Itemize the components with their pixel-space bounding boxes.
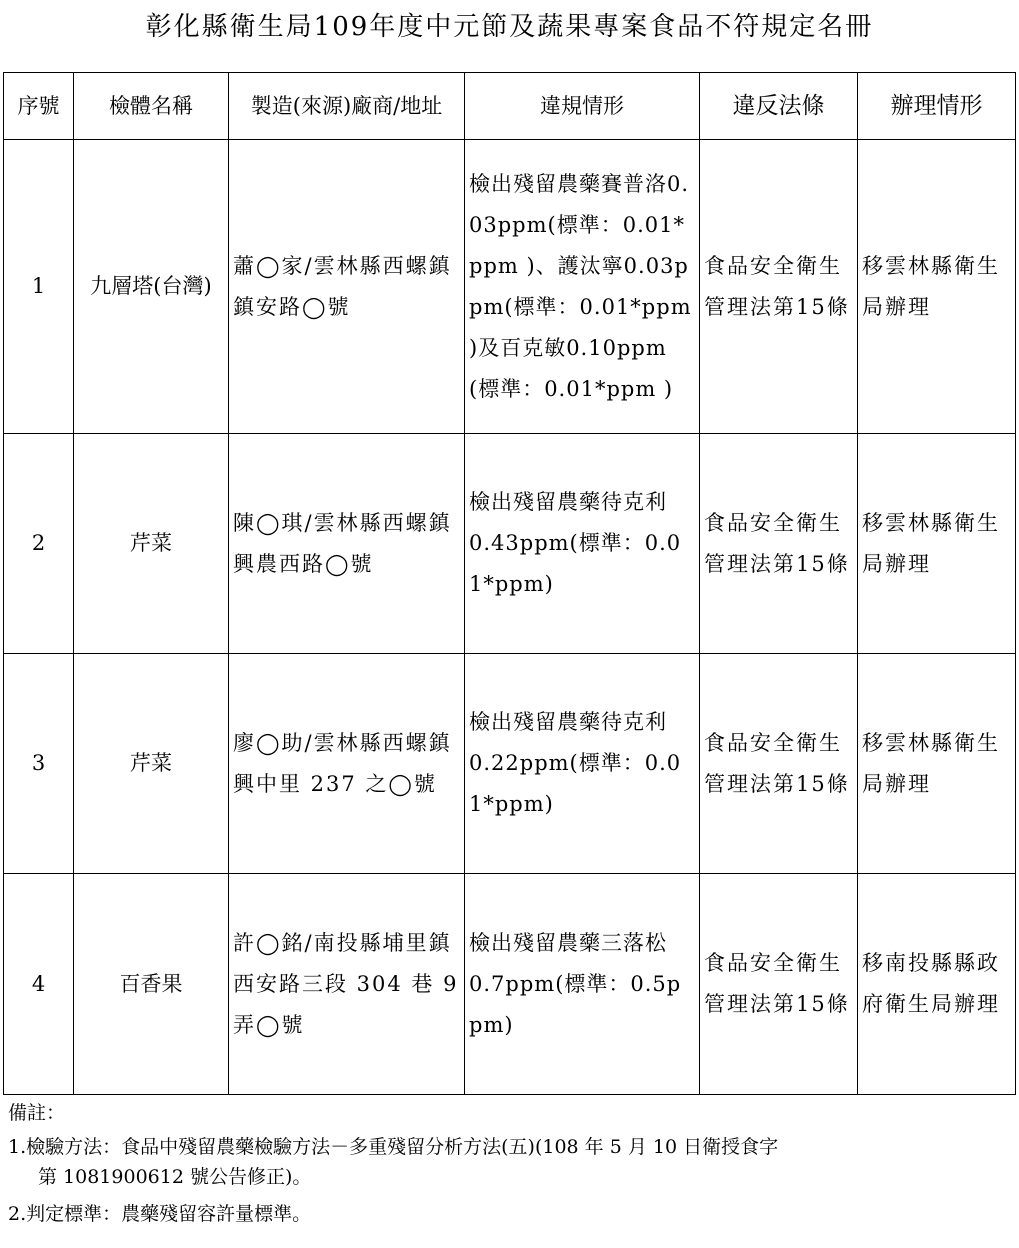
header-violation: 違規情形 (465, 73, 700, 140)
violation-table (3, 72, 1016, 1095)
violation-cell: 檢出殘留農藥三落松 0.7ppm(標準：0.5ppm) (465, 874, 700, 1095)
header-seq: 序號 (4, 73, 74, 140)
table-row (4, 434, 1016, 654)
note-method: 1.檢驗方法：食品中殘留農藥檢驗方法－多重殘留分析方法(五)(108 年 5 月 10 日衛授食字 (8, 1136, 779, 1158)
page-title: 彰化縣衛生局109年度中元節及蔬果專案食品不符規定名冊 (145, 12, 874, 42)
sample-cell: 九層塔(台灣) (74, 140, 229, 434)
header-row (4, 73, 1016, 140)
law-cell: 食品安全衛生管理法第15條 (700, 434, 858, 654)
handling-cell: 移南投縣縣政府衛生局辦理 (858, 874, 1016, 1095)
law-cell: 食品安全衛生管理法第15條 (700, 874, 858, 1095)
seq-cell: 2 (4, 434, 74, 654)
sample-cell: 芹菜 (74, 434, 229, 654)
handling-cell: 移雲林縣衛生局辦理 (858, 654, 1016, 874)
table-row (4, 654, 1016, 874)
table-row (4, 874, 1016, 1095)
header-maker: 製造(來源)廠商/地址 (229, 73, 465, 140)
notes-label: 備註： (8, 1102, 66, 1124)
seq-cell: 3 (4, 654, 74, 874)
seq-cell: 4 (4, 874, 74, 1095)
sample-cell: 百香果 (74, 874, 229, 1095)
maker-cell: 蕭◯家/雲林縣西螺鎮鎮安路◯號 (229, 140, 465, 434)
sample-cell: 芹菜 (74, 654, 229, 874)
header-handling: 辦理情形 (858, 73, 1016, 140)
violation-cell: 檢出殘留農藥賽普洛0.03ppm(標準：0.01*ppm )、護汰寧0.03ppm(標準：0.01*ppm )及百克敏0.10ppm(標準：0.01*ppm ) (465, 140, 700, 434)
handling-cell: 移雲林縣衛生局辦理 (858, 140, 1016, 434)
notes-section (8, 1100, 1013, 1236)
maker-cell: 廖◯助/雲林縣西螺鎮興中里 237 之◯號 (229, 654, 465, 874)
law-cell: 食品安全衛生管理法第15條 (700, 654, 858, 874)
law-cell: 食品安全衛生管理法第15條 (700, 140, 858, 434)
table-row (4, 140, 1016, 434)
header-law: 違反法條 (700, 73, 858, 140)
handling-cell: 移雲林縣衛生局辦理 (858, 434, 1016, 654)
maker-cell: 許◯銘/南投縣埔里鎮西安路三段 304 巷 9 弄◯號 (229, 874, 465, 1095)
violation-cell: 檢出殘留農藥待克利 0.22ppm(標準：0.01*ppm) (465, 654, 700, 874)
seq-cell: 1 (4, 140, 74, 434)
note-method-continued: 第 1081900612 號公告修正)。 (38, 1166, 312, 1188)
violation-cell: 檢出殘留農藥待克利 0.43ppm(標準：0.01*ppm) (465, 434, 700, 654)
note-criteria: 2.判定標準：農藥殘留容許量標準。 (8, 1203, 312, 1225)
maker-cell: 陳◯琪/雲林縣西螺鎮興農西路◯號 (229, 434, 465, 654)
header-sample: 檢體名稱 (74, 73, 229, 140)
